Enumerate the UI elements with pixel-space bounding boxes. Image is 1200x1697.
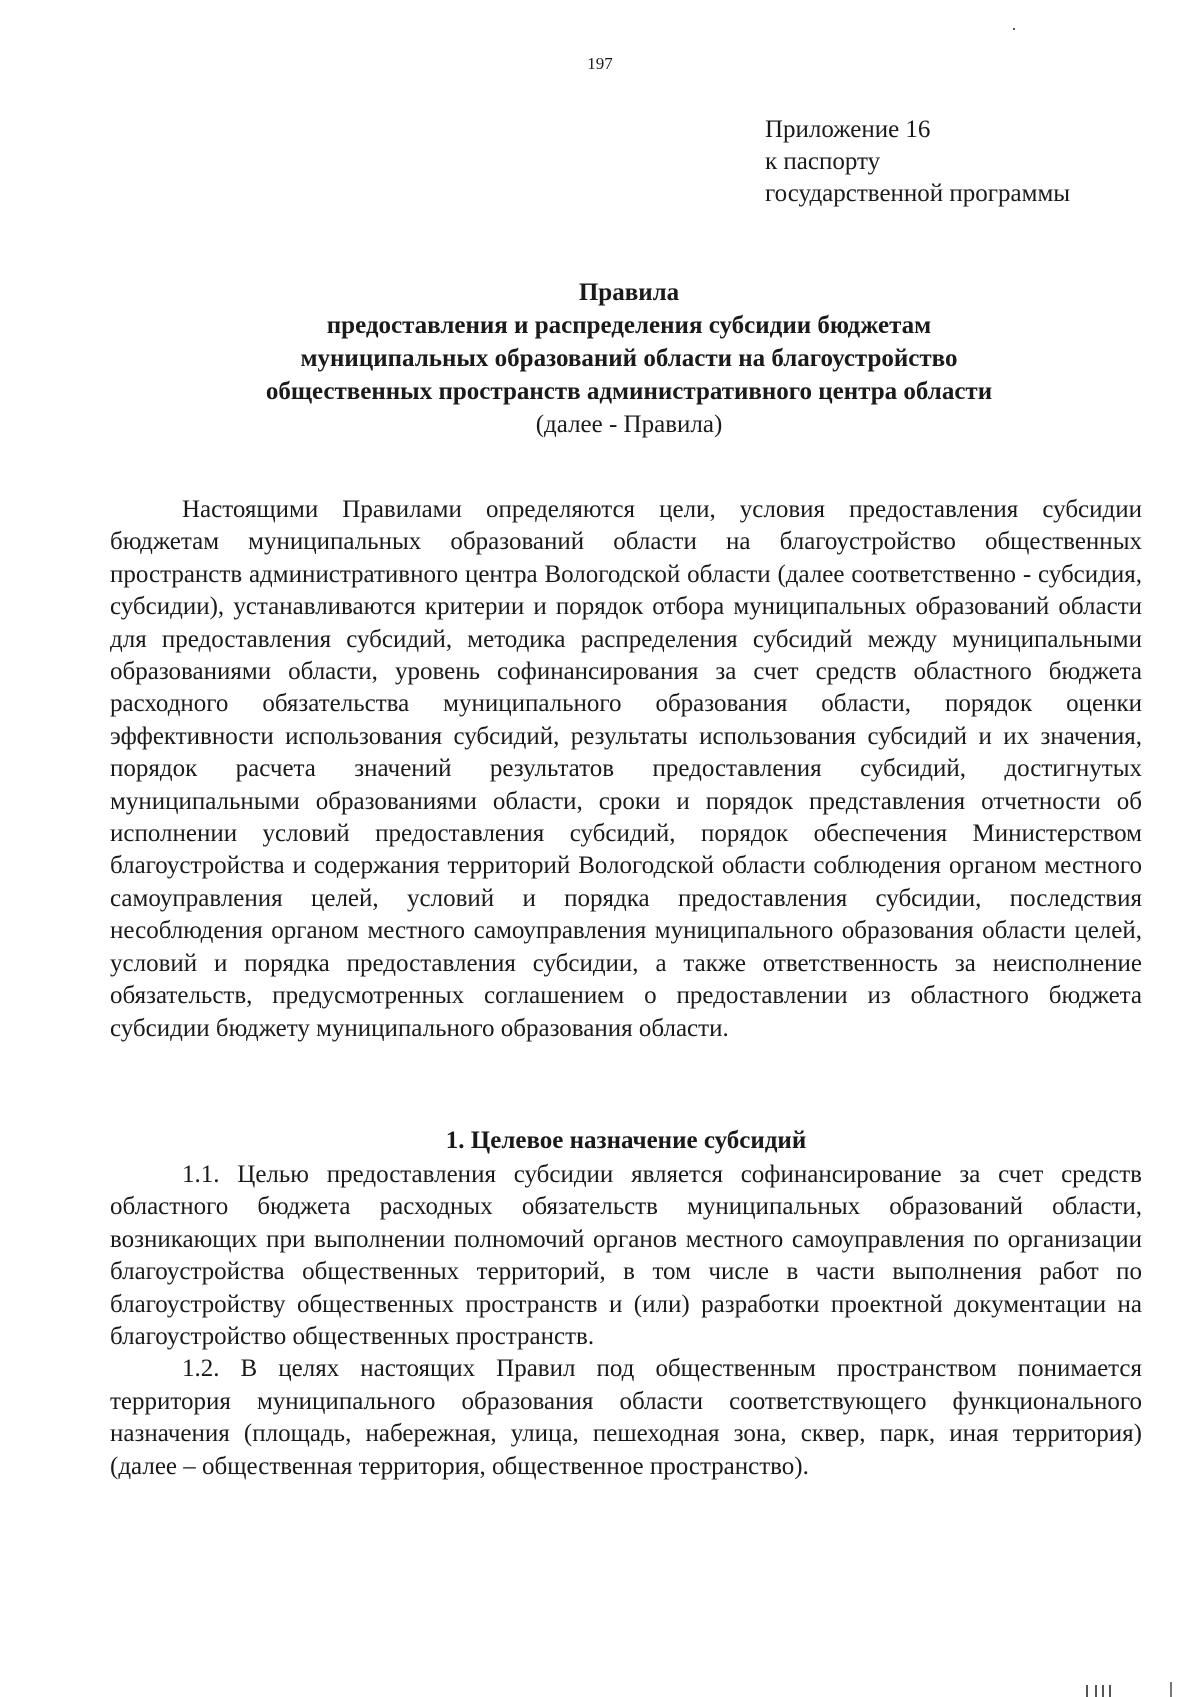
paragraph-1-1: 1.1. Целью предоставления субсидии является софинансирование за счет средств областного бюджета расходных обязательств муниципальных образований области, возникающих при выполнении полномочий органов местного самоуправления по организации благоустройства общественных территорий, в том числе в части выполнения работ по благоустройству общественных пространств и (или) разработки проектной документации на благоустройство общественных пространств.	[110, 1161, 1142, 1351]
section-1-body	[110, 1159, 1142, 1483]
paragraph-1-2: 1.2. В целях настоящих Правил под общественным пространством понимается территория муниципального образования области соответствующего функционального назначения (площадь, набережная, улица, пешеходная зона, сквер, парк, иная территория) (далее – общественная территория, общественное пространство).	[110, 1355, 1142, 1480]
intro-paragraph: Настоящими Правилами определяются цели, условия предоставления субсидии бюджетам муниципальных образований области на благоустройство общественных пространств административного центра Вологодской области (далее соответственно - субсидия, субсидии), устанавливаются критерии и порядок отбора муниципальных образований области для предоставления субсидий, методика распределения субсидий между муниципальными образованиями области, уровень софинансирования за счет средств областного бюджета расходного обязательства муниципального образования области, порядок оценки эффективности использования субсидий, результаты использования субсидий и их значения, порядок расчета значений результатов предоставления субсидий, достигнутых муниципальными образованиями области, сроки и порядок представления отчетности об исполнении условий предоставления субсидий, порядок обеспечения Министерством благоустройства и содержания территорий Вологодской области соблюдения органом местного самоуправления целей, условий и порядка предоставления субсидии, последствия несоблюдения органом местного самоуправления муниципального образования области целей, условий и порядка предоставления субсидии, а также ответственность за неисполнение обязательств, предусмотренных соглашением о предоставлении из областного бюджета субсидии бюджету муниципального образования области.	[110, 496, 1142, 1042]
appendix-reference	[765, 114, 1070, 210]
appendix-line-1: Приложение 16	[765, 116, 931, 143]
document-title	[110, 276, 1148, 441]
title-line-2: предоставления и распределения субсидии бюджетам	[326, 312, 932, 339]
title-line-5: (далее - Правила)	[535, 411, 723, 438]
intro-paragraph-container	[110, 494, 1142, 1045]
page-number: 197	[587, 54, 613, 73]
scan-edge-line	[1170, 1682, 1172, 1697]
title-line-3: муниципальных образований области на благоустройство	[300, 345, 958, 372]
appendix-line-2: к паспорту	[765, 148, 881, 175]
title-line-1: Правила	[578, 279, 680, 306]
appendix-line-3: государственной программы	[765, 180, 1071, 207]
scan-speck	[1013, 28, 1015, 30]
section-1-heading: 1. Целевое назначение субсидий	[445, 1127, 807, 1154]
scan-edge-marks	[1086, 1685, 1114, 1697]
title-line-4: общественных пространств административного центра области	[265, 378, 993, 405]
